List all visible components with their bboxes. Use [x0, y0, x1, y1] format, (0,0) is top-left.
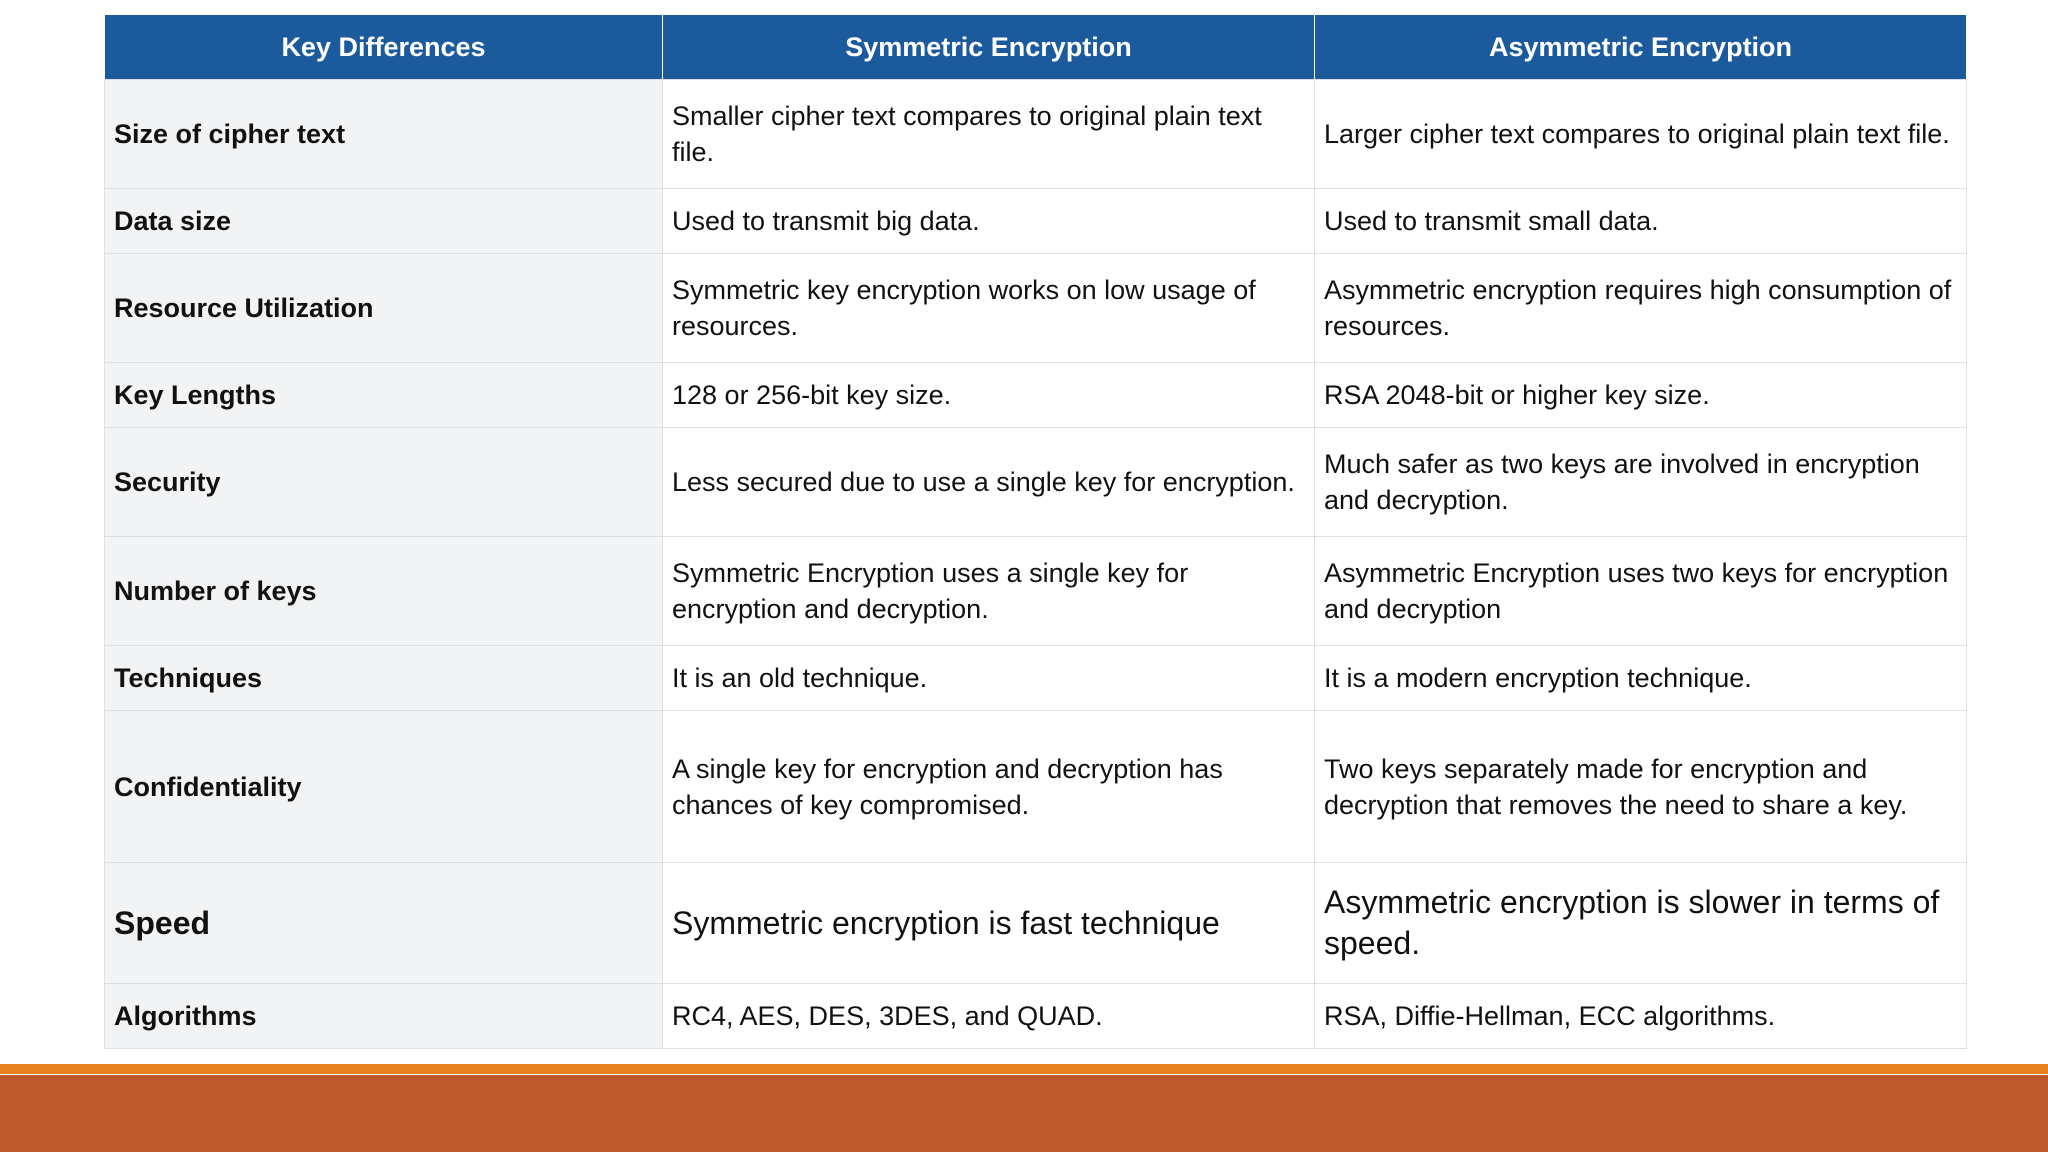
asymmetric-cell: Asymmetric encryption requires high consumption of resources.: [1315, 254, 1967, 363]
table-row: [105, 711, 1967, 863]
row-label: Algorithms: [105, 984, 663, 1049]
footer-bar: [0, 1075, 2048, 1152]
asymmetric-cell: Two keys separately made for encryption and decryption that removes the need to share a key.: [1315, 711, 1967, 863]
row-label: Size of cipher text: [105, 80, 663, 189]
asymmetric-cell: Larger cipher text compares to original plain text file.: [1315, 80, 1967, 189]
table-row: [105, 363, 1967, 428]
asymmetric-cell: Used to transmit small data.: [1315, 189, 1967, 254]
table-header-row: [105, 15, 1967, 80]
asymmetric-cell: Much safer as two keys are involved in encryption and decryption.: [1315, 428, 1967, 537]
row-label: Resource Utilization: [105, 254, 663, 363]
symmetric-cell: Symmetric key encryption works on low usage of resources.: [663, 254, 1315, 363]
header-key-differences: Key Differences: [105, 15, 663, 80]
symmetric-cell: Symmetric encryption is fast technique: [663, 863, 1315, 984]
asymmetric-cell: It is a modern encryption technique.: [1315, 646, 1967, 711]
table-row: [105, 863, 1967, 984]
symmetric-cell: A single key for encryption and decryption has chances of key compromised.: [663, 711, 1315, 863]
table-row: [105, 80, 1967, 189]
symmetric-cell: 128 or 256-bit key size.: [663, 363, 1315, 428]
row-label: Techniques: [105, 646, 663, 711]
table-row: [105, 254, 1967, 363]
row-label: Data size: [105, 189, 663, 254]
asymmetric-cell: RSA 2048-bit or higher key size.: [1315, 363, 1967, 428]
asymmetric-cell: Asymmetric encryption is slower in terms of speed.: [1315, 863, 1967, 984]
symmetric-cell: Less secured due to use a single key for encryption.: [663, 428, 1315, 537]
comparison-table: [104, 15, 1967, 1049]
row-label: Number of keys: [105, 537, 663, 646]
table-row: [105, 646, 1967, 711]
asymmetric-cell: Asymmetric Encryption uses two keys for encryption and decryption: [1315, 537, 1967, 646]
table-row: [105, 189, 1967, 254]
symmetric-cell: Used to transmit big data.: [663, 189, 1315, 254]
row-label: Speed: [105, 863, 663, 984]
table-row: [105, 537, 1967, 646]
footer-accent-bar: [0, 1064, 2048, 1074]
row-label: Confidentiality: [105, 711, 663, 863]
asymmetric-cell: RSA, Diffie-Hellman, ECC algorithms.: [1315, 984, 1967, 1049]
symmetric-cell: Smaller cipher text compares to original plain text file.: [663, 80, 1315, 189]
symmetric-cell: RC4, AES, DES, 3DES, and QUAD.: [663, 984, 1315, 1049]
symmetric-cell: Symmetric Encryption uses a single key for encryption and decryption.: [663, 537, 1315, 646]
table-row: [105, 984, 1967, 1049]
header-asymmetric: Asymmetric Encryption: [1315, 15, 1967, 80]
row-label: Key Lengths: [105, 363, 663, 428]
row-label: Security: [105, 428, 663, 537]
symmetric-cell: It is an old technique.: [663, 646, 1315, 711]
header-symmetric: Symmetric Encryption: [663, 15, 1315, 80]
table-row: [105, 428, 1967, 537]
